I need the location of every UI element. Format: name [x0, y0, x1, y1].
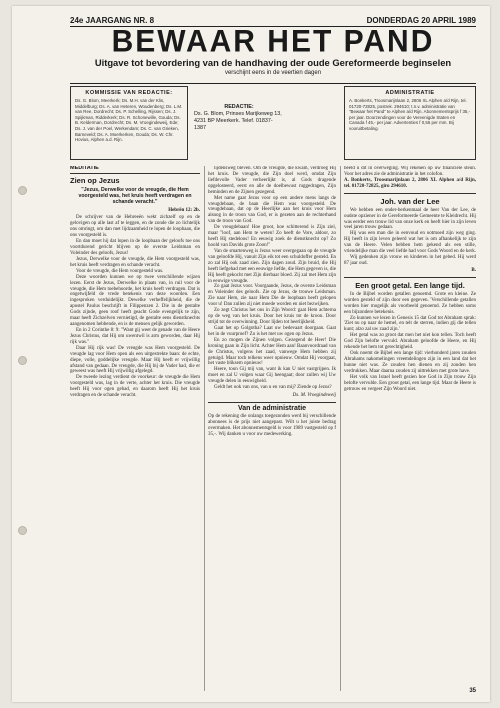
- newspaper-page: [12, 6, 490, 702]
- meditatie-body: [70, 215, 200, 399]
- paragraph: Het getal was zo groot dat men het niet kon tellen. Toch heeft God Zijn belofte vervuld. Abraham geloofde de Heere, en Hij rekende het hem tot gerechtigheid.: [344, 333, 476, 351]
- paragraph: Zo gaat Jezus voor. Voorgaande, Jezus, de overste Leidsman en Voleinder des geloofs. Zie op Jezus, de trouwe Leidsman. Zie naar Hem, zie naar Hem Die de loopbaan heeft gelopen voor u! Dan zullen zij niet moede worden en niet bezwijken.: [208, 284, 336, 308]
- paragraph: Zo zegt Christus het ons in Zijn Woord: gaat Hem achterna op de weg van het kruis. Door het kruis tot de kroon. Door strijd tot de overwinning. Door lijden tot heerlijkheid.: [208, 308, 336, 325]
- newspaper-subtitle: Uitgave tot bevordering van de handhaving der oude Gereformeerde beginselen: [94, 57, 452, 68]
- paragraph: Met name gaat Jezus voor op een andere mens langs de vreugdebaan, de baan die Hem was voorgesteld. De vreugdebaan, dat op de Heerlijke aan het kruis voor Hem alsnog in de troon van God, er is gezeten aan de rechterhand van de troon van God.: [208, 195, 336, 225]
- commissie-box: [70, 86, 188, 160]
- paragraph: Heere, toon Gij mij van, want ik kan U niet vastgrijpen. Ik moet en zal U volgen waar Gij heengaat; door zullen wij Uw vreugde delen in eeuwigheid.: [208, 367, 336, 385]
- paragraph: Van de smartenweg is Jezus weer overgegaan op de vreugde van geloofde Hij, vanuit Zijn eik tot een schuldoffer gesteld. En zo zal Hij ook zaad zien. Zijn dagen zoud. Zijn bruid, die Hij heeft liefgehad met een eeuwige liefde, die Hem gegeven is, die Hij heeft gekocht met Zijn dierbaar bloed. Zij zal met Hem zijn in eeuwige vreugde.: [208, 248, 336, 284]
- paragraph: Deze woorden kunnen we op twee verschillende wijzen lezen. Eerst de Jezus, Derwelke in plaats van, in ruil voor de vreugde, die Hem toebehoorde, het kruis heeft verdragen. Dat is ongetwijfeld de vrede betekenis van deze woorden. Een ingesproken verduidelijkt. Dewelke verheffelijkheid, die de apostel Paulus beschrijft in Filippenzen 2. Die in de gestalte Gods zijnde, geen roof heeft geacht Gode evengelijk te zijn, maar heeft Zichzelven vernietigd, de gestalte eens dienstknechts aangenomen hebbende, en is de mensen gelijk geworden.: [70, 274, 200, 328]
- paragraph: Het volk van Israel heeft gezien hoe God in Zijn trouw Zijn belofte vervulde. Een groot getal, een lange tijd. Maar de Heere is getrouw en vergeet Zijn Woord niet.: [344, 374, 476, 392]
- column-top-address: A. Bonkerts, Troosmarijnlaan 2, 2806 XL Alphen a/d Rijn, tel. 01720-72825, giro 294610.: [344, 177, 476, 189]
- third-column: [344, 166, 476, 696]
- paragraph: Voor de vreugde, die Hem voorgesteld was.: [76, 268, 164, 274]
- administratie-box: [344, 86, 476, 160]
- meditatie-reference: Hebrën 12: 2b.: [168, 207, 200, 213]
- paragraph: Zo kunnen we lezen in Genesis 15 dat God tot Abraham sprak: 'Ziet nu op naar de hemel, en telt de sterren, indien gij die tellen kunt; alzo zal uw zaad zijn.': [344, 315, 476, 333]
- paragraph: De schrijver van de Hebreeën wekt zichzelf op en de gelovigen op alle last af te leggen, en de zonde die zo lichtelijk ons omringt, om dan met lijdzaamheid te lopen de loopbaan, die ons voorgesteld is.: [70, 215, 200, 239]
- punch-hole: [18, 526, 27, 535]
- paragraph: Wij gedenken zijn vrouw en kinderen in het gebed. Hij werd 87 jaar oud.: [344, 255, 476, 266]
- paragraph: Ook noemt de Bijbel een lange tijd: vierhonderd jaren zouden Abrahams nakomelingen vreemdelingen zijn in een land dat het hunne niet was. Ze zouden hen dienen en zij zouden hen verdrukken. Maar daarna zouden zij uittrekken met grote have.: [344, 351, 476, 374]
- article-body-van-der-lee: [344, 208, 476, 267]
- divider: [344, 193, 476, 194]
- paragraph: De vreugdebaan! Hoe groot, hoe schitterend is Zijn ziel, maar "loof, aan Hem te weten! Zo heeft de Vore, aldoor, zo heeft Hij stedeloos! En eeuwig zoek de dienstknecht op? Zo hoold van Davids grote Zoon!": [208, 225, 336, 248]
- article-title-groot-getal: Een groot getal. Een lange tijd.: [355, 280, 465, 290]
- paragraph: De tweede lezing verdient de voorkeur: de vreugde die Hem voorgesteld was, lag in de verte, achter het kruis. Die vreugde heeft Hij voor ogen gehad, en daarom heeft Hij het kruis verdragen en de schande veracht.: [70, 375, 200, 399]
- paragraph: En in 2 Corinthe 8: 9: "Want gij weet de genade van de Heere Jezus Christus, dat Hij om uwentwil is arm geworden, daar Hij rijk was.": [70, 327, 200, 345]
- punch-hole: [18, 356, 27, 365]
- paragraph: Daar Hij rijk was! De vreugde was Hem voorgesteld. De vreugde lag voor Hem open als een uitgestrekte baan: de echte, diepe, volle, goddelijke vreugde. Maar Hij heeft er vrijwillig afstand van gedaan. De vreugde, die Hij bij de Vader had, die er geweest was heeft Hij vrijwillig afgelegd.: [70, 345, 200, 375]
- meditatie-continuation: [208, 166, 336, 391]
- column-divider: [340, 166, 341, 691]
- meditatie-quote: "Jezus, Derwelke voor de vreugde, die Hem voorgesteld was, het kruis heeft verdragen en schande veracht.": [78, 186, 192, 206]
- article-signature: B.: [471, 267, 476, 273]
- volume-number: 24e JAARGANG NR. 8: [70, 16, 155, 25]
- administratie-text: A. Bonkerts, Troosmarijnlaan 2, 2806 XL Alphen a/d Rijn, tel. 01720-72825, postrek. 294610; t.n.v. administratie van "Bewaar het Pand" te Alphen a/d Rijn. Abonnementsprijs f 35,- per jaar. Doorzendingen voor de Vereenigde Staten en Canada f 45,- per jaar. Advertenties f 0,55 per mm. Bij vooruitbetaling.: [349, 98, 471, 131]
- paragraph: En zo mogen de Zijnen volgen. Gezegend de Heer! Die kroning gaan in Zijn licht. Achter Hem aan! Baanvoordraad van de Christus, volgens het zaad, vanwege Hem hebben zij getuigd. Maar toch telkens weer opnieuw. Omdat Hij voorgaat, het vaste bliksem opnieuw!: [208, 337, 336, 367]
- issue-date: DONDERDAG 20 APRIL 1989: [366, 16, 476, 25]
- commissie-text: Ds. G. Blom, Meerkerk; Ds. M.H. van der Klis, Middelburg; Ds. A. van Heteren, Woudenberg; Ds. L.M. van Ree, Dordrecht; Ds. P. Schelling, Rijssen; Ds. J. Spijkman, Ridderkerk; Ds. R. Schonewille, Gouda; Ds. B. Kelderman, Dordrecht; Ds. M. Vroegindeweij, Ede; Ds. J. van der Poel, Werkendam; Ds. C. van Grieken, Barneveld; Ds. A. Moerkerken, Gouda; Ds. W. Chr. Hovius, Alphen a.d. Rijn.: [75, 98, 183, 143]
- paragraph: En dan moet hij dat lopen in de loopbaan der geloofs toe ons voortdurend gericht blijven op de overste Leidsman en Voleinder des geloofs, Jezus!: [70, 239, 200, 256]
- paragraph: Hij was een man die in eenvoud en ootmoed zijn weg ging. Hij heeft in zijn leven geleerd wat het is om afhankelijk te zijn van de Heere. Velen hebben hem gekend als een stille, vriendelijke man die veel liefde had voor Gods Woord en de kerk.: [344, 231, 476, 255]
- publication-frequency: verschijnt eens in de veertien dagen: [224, 70, 322, 76]
- redactie-label: REDACTIE:: [224, 104, 254, 110]
- redactie-name: Ds. G. Blom, Prinses Marijkeweg 13,: [194, 111, 282, 117]
- paragraph: lijdensweg bleven. Om de vreugde, die kwam, verdroeg Hij het kruis. De vreugde, die Zijn doel werd, omdat Zijn liefdevolle Vader verheerlijkt is, al Gods dragende opgelosteerd, eerst en alle de doelbewust ruggedragen, Zijn beminden en de Zijnen gezegend.: [208, 166, 336, 195]
- column-divider: [204, 166, 205, 691]
- punch-hole: [18, 186, 27, 195]
- masthead-rule: [70, 83, 476, 84]
- meditatie-column: [70, 166, 200, 696]
- redactie-address: 4231 BP Meerkerk. Telef. 01837-1387: [194, 118, 273, 131]
- redactie-block: [194, 104, 284, 132]
- colophon: [70, 86, 476, 160]
- meditatie-signature: Ds. M. Vroegindeweij: [292, 393, 336, 399]
- meditatie-title: Zien op Jezus: [70, 175, 120, 185]
- divider: [344, 277, 476, 278]
- paragraph: Jezus, Derwelke voor de vreugde, die Hem voorgesteld was, het kruis heeft verdragen en schande veracht.: [70, 256, 200, 268]
- page-number: 35: [469, 688, 476, 694]
- meditatie-kicker: MEDITATIE: [70, 166, 200, 174]
- administratie-notice: Op de rekening die onlangs toegezonden werd bij verschillende abonnees is de prijs niet aangepast. Wilt u het juiste bedrag overmaken. Het abonnementsgeld is voor 1989 vastgesteld op f 35,-. Wij danken u voor uw medewerking.: [208, 413, 336, 437]
- paragraph: In de Bijbel worden getallen genoemd. Grote en kleine. Ze worden gesteld of zijn door een gegeven. 'Verschillende getallen worden hier mogelijk als voorbeeld genoemd. Ze hebben soms een bijzondere betekenis.: [344, 291, 476, 315]
- administratie-section-heading: Van de administratie: [208, 402, 336, 412]
- paragraph: We hebben een onder-berkenmaal de heer Van der Lee, de oudste opziener in de Gereformeerde Gemeente te Kleidrecht. Hij was eerder een trouw lid van onze kerk en heeft hier in zijn leven veel jaren trouw gedaan.: [344, 207, 476, 231]
- second-column: [208, 166, 336, 696]
- paragraph: Gaat het op Golgotha? Laat uw bedevaart doorgaan. Gaat het in de vuurproef? Zo is het met uw ogen op Jezus.: [208, 325, 336, 337]
- article-body-groot-getal: [344, 292, 476, 393]
- commissie-heading: KOMMISSIE VAN REDACTIE:: [85, 90, 173, 96]
- newspaper-title: BEWAAR HET PAND: [111, 24, 435, 59]
- administratie-heading: ADMINISTRATIE: [385, 90, 435, 96]
- paragraph: Geldt het ook van ons, van u en van mij? Ziende op Jezus?: [214, 385, 332, 391]
- column-top-text: beeld u dit in overweging. Wij rekenen op uw financiële steun. Voor het adres zie de administratie in het colofon.: [344, 166, 476, 177]
- article-title-van-der-lee: Joh. van der Lee: [380, 196, 440, 206]
- masthead: [70, 24, 476, 76]
